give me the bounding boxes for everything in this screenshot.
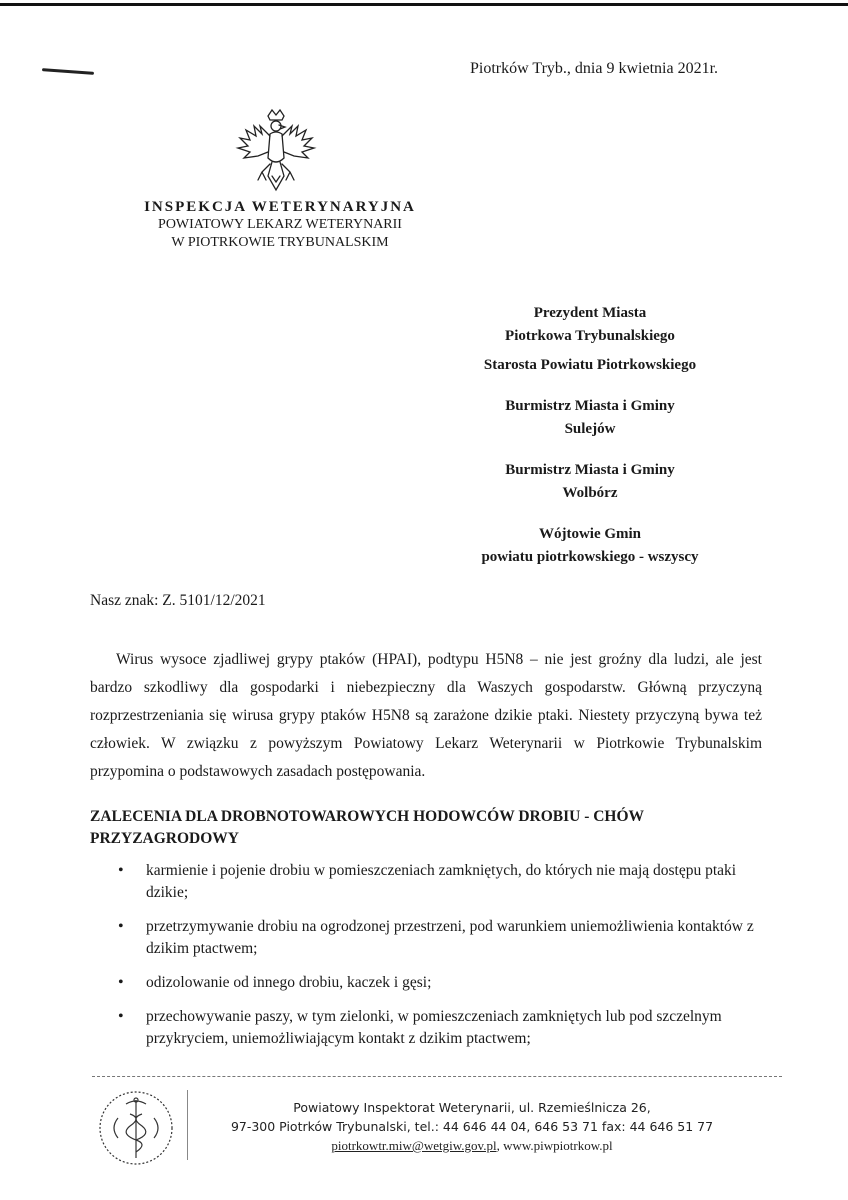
pen-mark <box>42 68 94 75</box>
list-item: • odizolowanie od innego drobiu, kaczek i gęsi; <box>118 972 768 994</box>
recipient-2: Starosta Powiatu Piotrkowskiego <box>483 357 697 373</box>
footer-phones: 97-300 Piotrków Trybunalski, tel.: 44 646 44 04, 646 53 71 fax: 44 646 51 77 <box>230 1119 714 1134</box>
recipient-3-line-1: Burmistrz Miasta i Gminy <box>505 398 675 414</box>
institution-name: INSPEKCJA WETERYNARYJNA <box>144 199 416 215</box>
polish-eagle-icon <box>232 108 320 196</box>
list-item: • przechowywanie paszy, w tym zielonki, w pomieszczeniach zamkniętych lub pod szczelnym przykryciem, uniemożliwiającym kontakt z dzikim ptactwem; <box>118 1006 768 1050</box>
caduceus-icon <box>96 1088 176 1168</box>
top-edge-line <box>0 3 848 6</box>
institution-line-3: W PIOTRKOWIE TRYBUNALSKIM <box>171 235 389 250</box>
email-link[interactable]: piotrkowtr.miw@wetgiw.gov.pl <box>331 1138 497 1153</box>
recipient-1-line-1: Prezydent Miasta <box>533 305 647 321</box>
date-line: Piotrków Tryb., dnia 9 kwietnia 2021r. <box>470 60 719 77</box>
recipient-4-line-2: Wolbórz <box>562 485 618 501</box>
recipient-5-line-1: Wójtowie Gmin <box>538 526 642 542</box>
recipient-3-line-2: Sulejów <box>564 421 616 437</box>
institution-block <box>110 198 450 252</box>
footer-address: Powiatowy Inspektorat Weterynarii, ul. Rzemieślnicza 26, <box>293 1100 651 1115</box>
list-item: • przetrzymywanie drobiu na ogrodzonej przestrzeni, pod warunkiem uniemożliwienia kontaktów z dzikim ptactwem; <box>118 916 768 960</box>
body-paragraph: Wirus wysoce zjadliwej grypy ptaków (HPAI), podtypu H5N8 – nie jest groźny dla ludzi, ale jest bardzo szkodliwy dla gospodarki i niebezpieczny dla Waszych gospodarstw. Główną przyczyną rozprzestrzeniania się wirusa grypy ptaków H5N8 są zarażone dzikie ptaki. Niestety przyczyną bywa też człowiek. W związku z powyższym Powiatowy Lekarz Weterynarii w Piotrkowie Trybunalskim przypomina o podstawowych zasadach postępowania. <box>90 651 762 780</box>
footer-vertical-rule <box>187 1090 188 1160</box>
footer-contact <box>192 1098 752 1155</box>
link-separator: , <box>496 1138 504 1153</box>
website-link[interactable]: www.piwpiotrkow.pl <box>503 1138 613 1153</box>
footer-divider <box>92 1076 782 1077</box>
section-heading: ZALECENIA DLA DROBNOTOWAROWYCH HODOWCÓW DROBIU - CHÓW PRZYZAGRODOWY <box>90 808 644 847</box>
footer-links <box>192 1136 752 1155</box>
recipient-5-line-2: powiatu piotrkowskiego - wszyscy <box>481 549 699 565</box>
list-item: • karmienie i pojenie drobiu w pomieszczeniach zamkniętych, do których nie mają dostępu ptaki dzikie; <box>118 860 768 904</box>
recommendations-list <box>118 860 768 1062</box>
recipient-4-line-1: Burmistrz Miasta i Gminy <box>505 462 675 478</box>
recipient-1-line-2: Piotrkowa Trybunalskiego <box>505 328 675 344</box>
recipients-block <box>440 302 740 569</box>
reference-number: Nasz znak: Z. 5101/12/2021 <box>90 592 266 609</box>
institution-line-2: POWIATOWY LEKARZ WETERYNARII <box>158 217 402 232</box>
